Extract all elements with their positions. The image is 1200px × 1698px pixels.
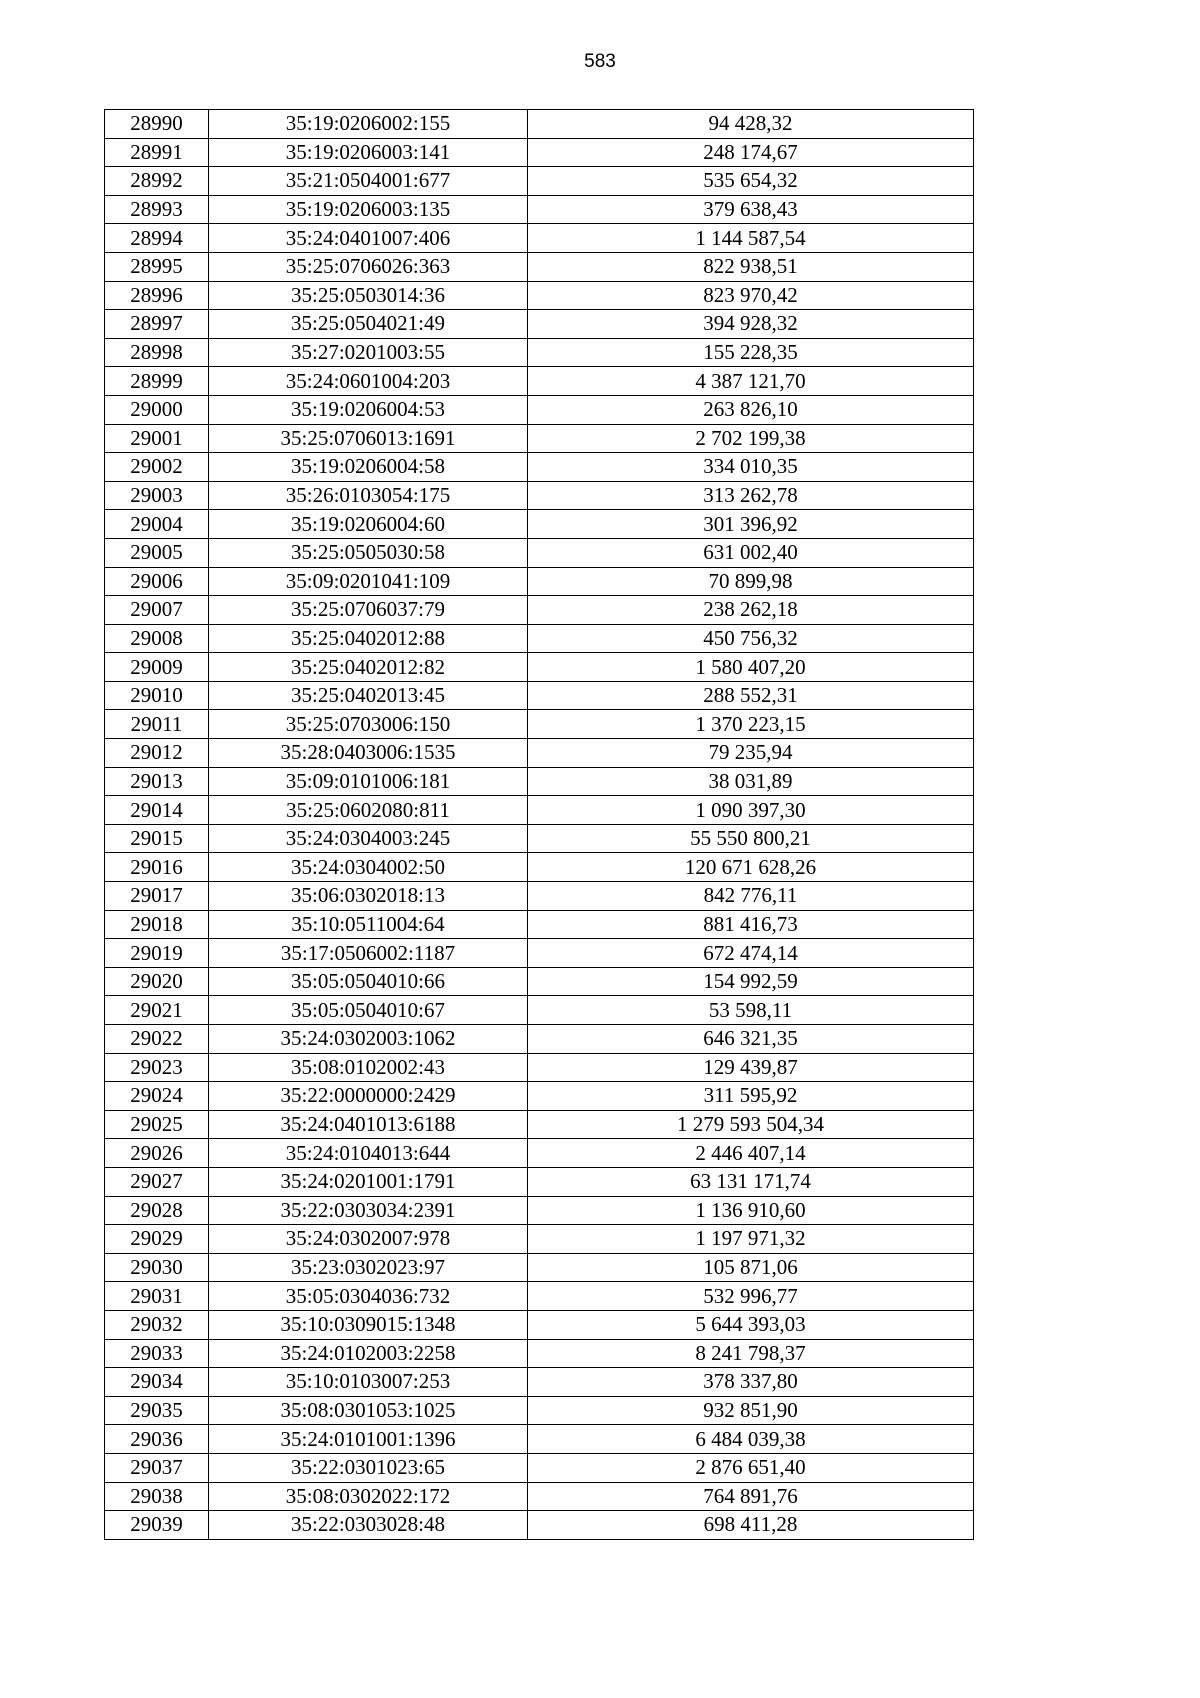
table-row xyxy=(105,1453,974,1482)
row-number-cell: 29011 xyxy=(105,710,209,739)
table-row xyxy=(105,224,974,253)
row-number-cell: 29015 xyxy=(105,824,209,853)
table-row xyxy=(105,824,974,853)
row-number-cell: 29030 xyxy=(105,1253,209,1282)
value-cell: 53 598,11 xyxy=(528,996,974,1025)
row-number-cell: 29013 xyxy=(105,767,209,796)
cadastral-number-cell: 35:19:0206002:155 xyxy=(209,110,528,139)
table-row xyxy=(105,1139,974,1168)
value-cell: 94 428,32 xyxy=(528,110,974,139)
row-number-cell: 28990 xyxy=(105,110,209,139)
table-row xyxy=(105,1339,974,1368)
table-row xyxy=(105,1110,974,1139)
row-number-cell: 29026 xyxy=(105,1139,209,1168)
row-number-cell: 28992 xyxy=(105,167,209,196)
value-cell: 672 474,14 xyxy=(528,939,974,968)
table-row xyxy=(105,1053,974,1082)
value-cell: 120 671 628,26 xyxy=(528,853,974,882)
row-number-cell: 29009 xyxy=(105,653,209,682)
cadastral-number-cell: 35:24:0401013:6188 xyxy=(209,1110,528,1139)
cadastral-number-cell: 35:19:0206004:60 xyxy=(209,510,528,539)
row-number-cell: 28998 xyxy=(105,338,209,367)
row-number-cell: 28995 xyxy=(105,252,209,281)
value-cell: 311 595,92 xyxy=(528,1082,974,1111)
row-number-cell: 29024 xyxy=(105,1082,209,1111)
value-cell: 2 702 199,38 xyxy=(528,424,974,453)
row-number-cell: 29019 xyxy=(105,939,209,968)
cadastral-number-cell: 35:22:0303028:48 xyxy=(209,1511,528,1540)
table-row xyxy=(105,1196,974,1225)
value-cell: 1 144 587,54 xyxy=(528,224,974,253)
table-row xyxy=(105,739,974,768)
table-row xyxy=(105,538,974,567)
value-cell: 932 851,90 xyxy=(528,1396,974,1425)
table-row xyxy=(105,167,974,196)
table-row xyxy=(105,110,974,139)
table-row xyxy=(105,1253,974,1282)
row-number-cell: 28994 xyxy=(105,224,209,253)
table-row xyxy=(105,395,974,424)
page-number: 583 xyxy=(584,51,616,72)
value-cell: 379 638,43 xyxy=(528,195,974,224)
table-row xyxy=(105,310,974,339)
row-number-cell: 29004 xyxy=(105,510,209,539)
table-row xyxy=(105,653,974,682)
value-cell: 55 550 800,21 xyxy=(528,824,974,853)
value-cell: 63 131 171,74 xyxy=(528,1167,974,1196)
value-cell: 764 891,76 xyxy=(528,1482,974,1511)
cadastral-number-cell: 35:19:0206003:141 xyxy=(209,138,528,167)
table-row xyxy=(105,939,974,968)
table-row xyxy=(105,567,974,596)
row-number-cell: 29031 xyxy=(105,1282,209,1311)
value-cell: 881 416,73 xyxy=(528,910,974,939)
cadastral-number-cell: 35:24:0304003:245 xyxy=(209,824,528,853)
cadastral-number-cell: 35:17:0506002:1187 xyxy=(209,939,528,968)
value-cell: 248 174,67 xyxy=(528,138,974,167)
value-cell: 70 899,98 xyxy=(528,567,974,596)
row-number-cell: 29023 xyxy=(105,1053,209,1082)
cadastral-number-cell: 35:19:0206003:135 xyxy=(209,195,528,224)
value-cell: 1 197 971,32 xyxy=(528,1225,974,1254)
row-number-cell: 28991 xyxy=(105,138,209,167)
table-row xyxy=(105,767,974,796)
value-cell: 79 235,94 xyxy=(528,739,974,768)
table-row xyxy=(105,853,974,882)
value-cell: 394 928,32 xyxy=(528,310,974,339)
row-number-cell: 29012 xyxy=(105,739,209,768)
table-row xyxy=(105,996,974,1025)
cadastral-number-cell: 35:25:0402012:88 xyxy=(209,624,528,653)
value-cell: 129 439,87 xyxy=(528,1053,974,1082)
row-number-cell: 29016 xyxy=(105,853,209,882)
table-row xyxy=(105,1425,974,1454)
row-number-cell: 29018 xyxy=(105,910,209,939)
cadastral-number-cell: 35:25:0706013:1691 xyxy=(209,424,528,453)
cadastral-number-cell: 35:24:0302007:978 xyxy=(209,1225,528,1254)
row-number-cell: 29021 xyxy=(105,996,209,1025)
table-row xyxy=(105,681,974,710)
table-row xyxy=(105,1082,974,1111)
table-row xyxy=(105,1282,974,1311)
value-cell: 105 871,06 xyxy=(528,1253,974,1282)
row-number-cell: 29008 xyxy=(105,624,209,653)
cadastral-number-cell: 35:05:0504010:66 xyxy=(209,967,528,996)
value-cell: 1 370 223,15 xyxy=(528,710,974,739)
cadastral-number-cell: 35:10:0511004:64 xyxy=(209,910,528,939)
row-number-cell: 29032 xyxy=(105,1310,209,1339)
table-row xyxy=(105,624,974,653)
row-number-cell: 29002 xyxy=(105,453,209,482)
cadastral-number-cell: 35:09:0201041:109 xyxy=(209,567,528,596)
row-number-cell: 29037 xyxy=(105,1453,209,1482)
value-cell: 4 387 121,70 xyxy=(528,367,974,396)
value-cell: 532 996,77 xyxy=(528,1282,974,1311)
value-cell: 288 552,31 xyxy=(528,681,974,710)
cadastral-number-cell: 35:25:0703006:150 xyxy=(209,710,528,739)
cadastral-number-cell: 35:23:0302023:97 xyxy=(209,1253,528,1282)
value-cell: 842 776,11 xyxy=(528,882,974,911)
cadastral-number-cell: 35:25:0503014:36 xyxy=(209,281,528,310)
value-cell: 378 337,80 xyxy=(528,1368,974,1397)
row-number-cell: 29003 xyxy=(105,481,209,510)
table-row xyxy=(105,424,974,453)
table-row xyxy=(105,338,974,367)
row-number-cell: 29036 xyxy=(105,1425,209,1454)
table-row xyxy=(105,138,974,167)
cadastral-number-cell: 35:25:0402012:82 xyxy=(209,653,528,682)
row-number-cell: 29001 xyxy=(105,424,209,453)
row-number-cell: 28993 xyxy=(105,195,209,224)
table-row xyxy=(105,453,974,482)
cadastral-number-cell: 35:25:0505030:58 xyxy=(209,538,528,567)
table-row xyxy=(105,967,974,996)
cadastral-number-cell: 35:27:0201003:55 xyxy=(209,338,528,367)
row-number-cell: 29006 xyxy=(105,567,209,596)
row-number-cell: 28997 xyxy=(105,310,209,339)
cadastral-number-cell: 35:08:0301053:1025 xyxy=(209,1396,528,1425)
cadastral-number-cell: 35:09:0101006:181 xyxy=(209,767,528,796)
value-cell: 301 396,92 xyxy=(528,510,974,539)
registry-table xyxy=(104,109,974,1540)
cadastral-number-cell: 35:28:0403006:1535 xyxy=(209,739,528,768)
table-row xyxy=(105,1225,974,1254)
cadastral-number-cell: 35:05:0504010:67 xyxy=(209,996,528,1025)
cadastral-number-cell: 35:24:0101001:1396 xyxy=(209,1425,528,1454)
cadastral-number-cell: 35:25:0504021:49 xyxy=(209,310,528,339)
cadastral-number-cell: 35:24:0304002:50 xyxy=(209,853,528,882)
value-cell: 823 970,42 xyxy=(528,281,974,310)
row-number-cell: 29025 xyxy=(105,1110,209,1139)
value-cell: 1 279 593 504,34 xyxy=(528,1110,974,1139)
value-cell: 313 262,78 xyxy=(528,481,974,510)
cadastral-number-cell: 35:19:0206004:58 xyxy=(209,453,528,482)
row-number-cell: 29005 xyxy=(105,538,209,567)
cadastral-number-cell: 35:24:0201001:1791 xyxy=(209,1167,528,1196)
cadastral-number-cell: 35:10:0309015:1348 xyxy=(209,1310,528,1339)
value-cell: 5 644 393,03 xyxy=(528,1310,974,1339)
value-cell: 1 580 407,20 xyxy=(528,653,974,682)
value-cell: 631 002,40 xyxy=(528,538,974,567)
cadastral-number-cell: 35:08:0302022:172 xyxy=(209,1482,528,1511)
cadastral-number-cell: 35:25:0402013:45 xyxy=(209,681,528,710)
table-row xyxy=(105,1396,974,1425)
value-cell: 1 090 397,30 xyxy=(528,796,974,825)
row-number-cell: 29035 xyxy=(105,1396,209,1425)
table-row xyxy=(105,281,974,310)
row-number-cell: 29034 xyxy=(105,1368,209,1397)
row-number-cell: 29033 xyxy=(105,1339,209,1368)
table-row xyxy=(105,910,974,939)
cadastral-number-cell: 35:24:0401007:406 xyxy=(209,224,528,253)
table-row xyxy=(105,510,974,539)
table-row xyxy=(105,1310,974,1339)
cadastral-number-cell: 35:26:0103054:175 xyxy=(209,481,528,510)
value-cell: 646 321,35 xyxy=(528,1025,974,1054)
row-number-cell: 29014 xyxy=(105,796,209,825)
cadastral-number-cell: 35:19:0206004:53 xyxy=(209,395,528,424)
row-number-cell: 29017 xyxy=(105,882,209,911)
cadastral-number-cell: 35:24:0104013:644 xyxy=(209,1139,528,1168)
value-cell: 334 010,35 xyxy=(528,453,974,482)
row-number-cell: 29028 xyxy=(105,1196,209,1225)
table-row xyxy=(105,596,974,625)
cadastral-number-cell: 35:24:0102003:2258 xyxy=(209,1339,528,1368)
value-cell: 2 446 407,14 xyxy=(528,1139,974,1168)
value-cell: 6 484 039,38 xyxy=(528,1425,974,1454)
row-number-cell: 29039 xyxy=(105,1511,209,1540)
table-row xyxy=(105,1167,974,1196)
row-number-cell: 29007 xyxy=(105,596,209,625)
registry-table-body xyxy=(105,110,974,1540)
row-number-cell: 28996 xyxy=(105,281,209,310)
cadastral-number-cell: 35:08:0102002:43 xyxy=(209,1053,528,1082)
row-number-cell: 29027 xyxy=(105,1167,209,1196)
row-number-cell: 29029 xyxy=(105,1225,209,1254)
table-row xyxy=(105,252,974,281)
cadastral-number-cell: 35:24:0302003:1062 xyxy=(209,1025,528,1054)
value-cell: 38 031,89 xyxy=(528,767,974,796)
table-row xyxy=(105,710,974,739)
table-row xyxy=(105,796,974,825)
row-number-cell: 29022 xyxy=(105,1025,209,1054)
cadastral-number-cell: 35:25:0602080:811 xyxy=(209,796,528,825)
value-cell: 263 826,10 xyxy=(528,395,974,424)
value-cell: 1 136 910,60 xyxy=(528,1196,974,1225)
value-cell: 822 938,51 xyxy=(528,252,974,281)
cadastral-number-cell: 35:22:0000000:2429 xyxy=(209,1082,528,1111)
cadastral-number-cell: 35:10:0103007:253 xyxy=(209,1368,528,1397)
table-row xyxy=(105,882,974,911)
cadastral-number-cell: 35:25:0706037:79 xyxy=(209,596,528,625)
cadastral-number-cell: 35:06:0302018:13 xyxy=(209,882,528,911)
row-number-cell: 29038 xyxy=(105,1482,209,1511)
table-row xyxy=(105,195,974,224)
cadastral-number-cell: 35:21:0504001:677 xyxy=(209,167,528,196)
value-cell: 8 241 798,37 xyxy=(528,1339,974,1368)
row-number-cell: 29020 xyxy=(105,967,209,996)
value-cell: 2 876 651,40 xyxy=(528,1453,974,1482)
table-row xyxy=(105,1025,974,1054)
row-number-cell: 29010 xyxy=(105,681,209,710)
table-row xyxy=(105,481,974,510)
cadastral-number-cell: 35:24:0601004:203 xyxy=(209,367,528,396)
value-cell: 155 228,35 xyxy=(528,338,974,367)
cadastral-number-cell: 35:05:0304036:732 xyxy=(209,1282,528,1311)
cadastral-number-cell: 35:22:0303034:2391 xyxy=(209,1196,528,1225)
value-cell: 450 756,32 xyxy=(528,624,974,653)
row-number-cell: 29000 xyxy=(105,395,209,424)
table-row xyxy=(105,1368,974,1397)
row-number-cell: 28999 xyxy=(105,367,209,396)
cadastral-number-cell: 35:25:0706026:363 xyxy=(209,252,528,281)
value-cell: 154 992,59 xyxy=(528,967,974,996)
value-cell: 238 262,18 xyxy=(528,596,974,625)
value-cell: 535 654,32 xyxy=(528,167,974,196)
table-row xyxy=(105,367,974,396)
value-cell: 698 411,28 xyxy=(528,1511,974,1540)
table-row xyxy=(105,1511,974,1540)
table-row xyxy=(105,1482,974,1511)
cadastral-number-cell: 35:22:0301023:65 xyxy=(209,1453,528,1482)
